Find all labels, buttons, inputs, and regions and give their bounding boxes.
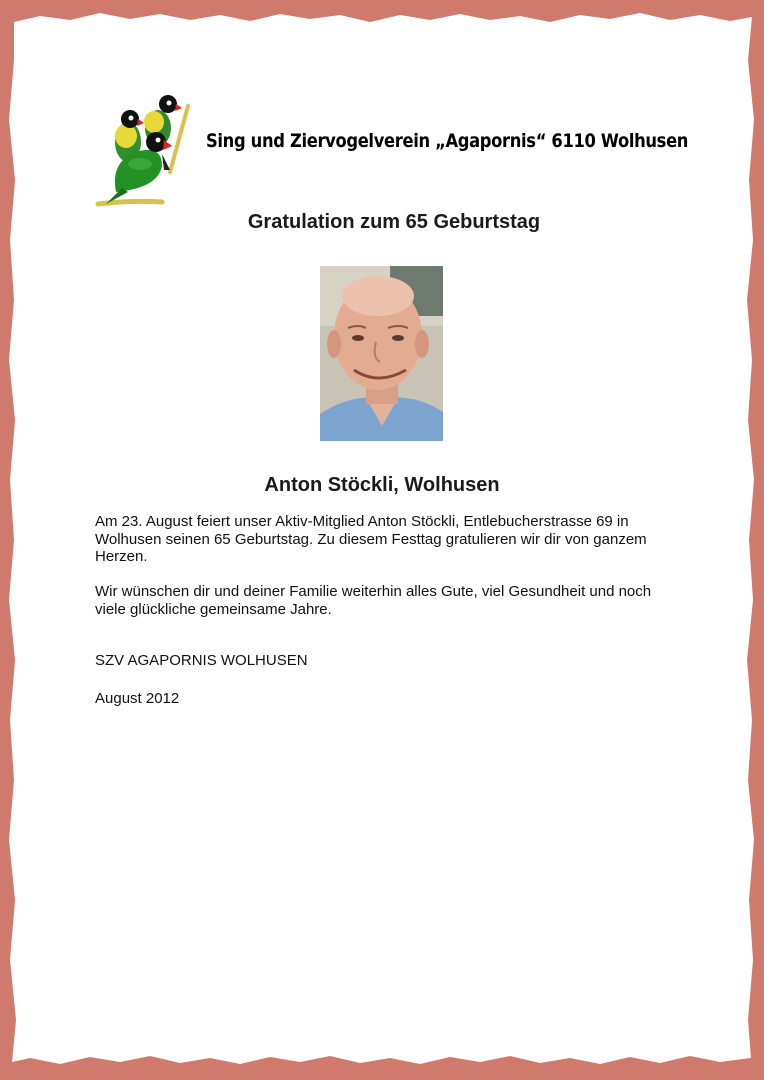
paragraph-announcement: Am 23. August feiert unser Aktiv-Mitglied Anton Stöckli, Entlebucherstrasse 69 in Wolhusen seinen 65 Geburtstag. Zu diesem Festtag gratulieren wir dir von ganzem Herzen. [95, 513, 647, 565]
paragraph-wishes: Wir wünschen dir und deiner Familie weiterhin alles Gute, viel Gesundheit und noch viele glückliche gemeinsame Jahre. [95, 583, 652, 618]
date-line: August 2012 [95, 690, 180, 707]
club-name: Sing und Ziervogelverein „Agapornis“ 6110 Wolhusen [206, 130, 689, 152]
lovebird-parrots-logo-icon [92, 92, 200, 214]
person-name: Anton Stöckli, Wolhusen [264, 474, 500, 496]
signature: SZV AGAPORNIS WOLHUSEN [95, 652, 308, 669]
page-title: Gratulation zum 65 Geburtstag [247, 211, 541, 233]
portrait-photo-icon [320, 266, 443, 441]
